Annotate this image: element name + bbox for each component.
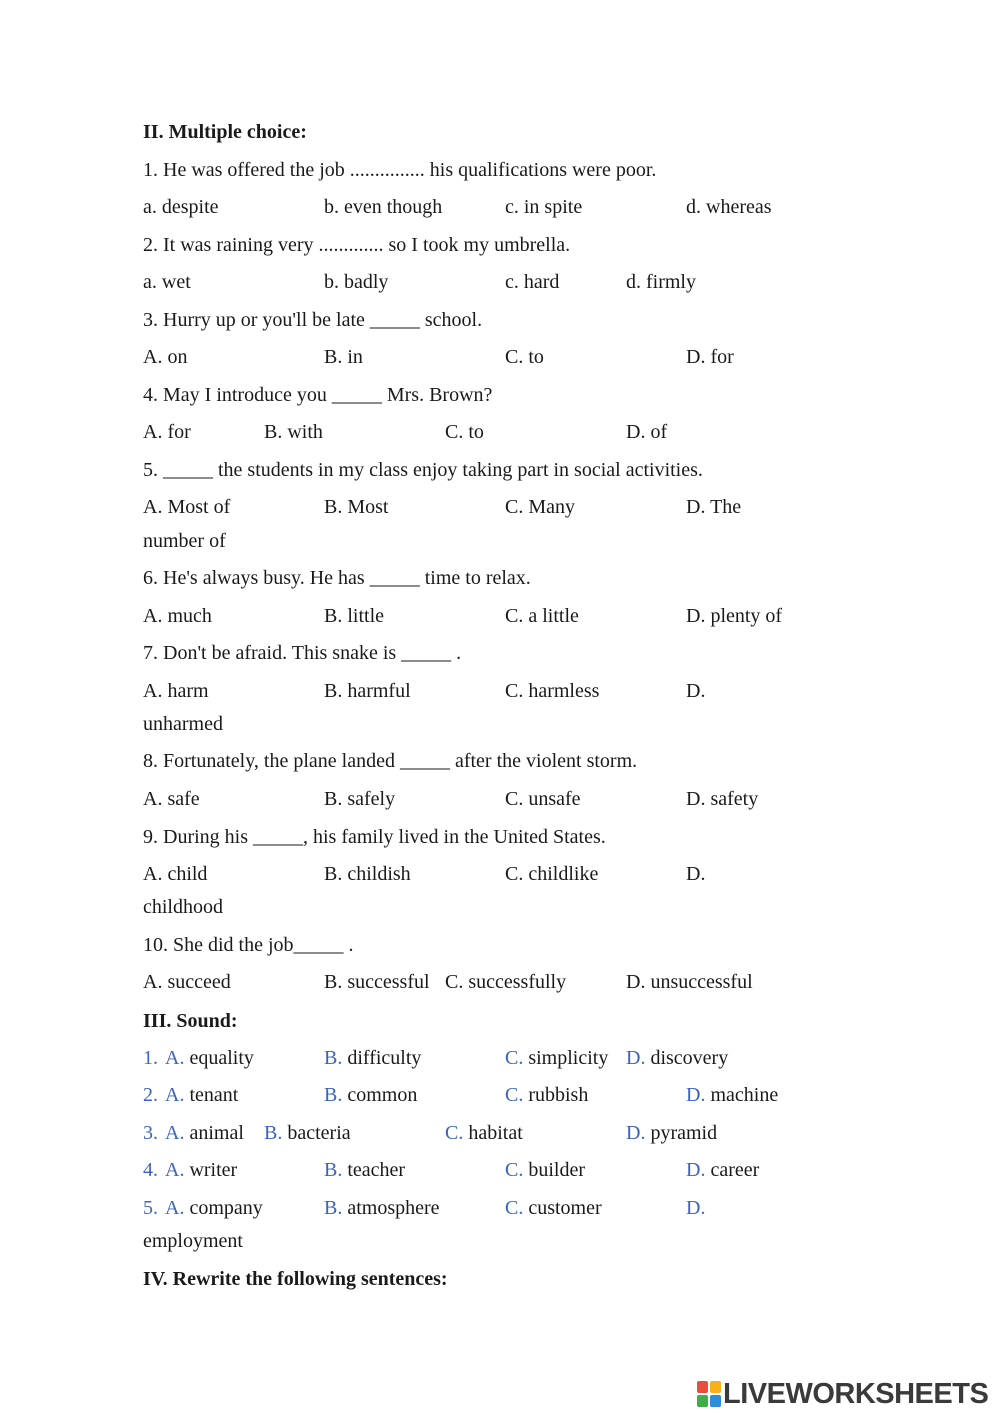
q8-option-b: B. safely <box>324 788 396 810</box>
q8-option-c: C. unsafe <box>505 788 581 810</box>
q5-option-a: A. Most of <box>143 496 231 518</box>
sound-3-option-a: A. animal <box>165 1122 244 1144</box>
sound-2-option-d: D. machine <box>686 1084 779 1106</box>
q1-option-b: b. even though <box>324 196 443 218</box>
q2-option-b: b. badly <box>324 271 389 293</box>
q9-option-a: A. child <box>143 863 208 885</box>
q4-option-a: A. for <box>143 421 191 443</box>
sound-5-option-d-continued: employment <box>143 1230 243 1252</box>
sound-1-option-d: D. discovery <box>626 1047 729 1069</box>
section-heading-sound: III. Sound: <box>143 1010 238 1032</box>
sound-5-option-b: B. atmosphere <box>324 1197 440 1219</box>
q10-option-b: B. successful <box>324 971 430 993</box>
sound-4-option-a: A. writer <box>165 1159 238 1181</box>
sound-2-number: 2. <box>143 1084 158 1106</box>
sound-3-number: 3. <box>143 1122 158 1144</box>
sound-5-option-c: C. customer <box>505 1197 602 1219</box>
q4-option-b: B. with <box>264 421 323 443</box>
q7-option-c: C. harmless <box>505 680 600 702</box>
sound-5-option-d: D. <box>686 1197 706 1219</box>
question-6: 6. He's always busy. He has _____ time to relax. <box>143 567 531 589</box>
q8-option-a: A. safe <box>143 788 200 810</box>
q2-option-a: a. wet <box>143 271 191 293</box>
sound-4-option-d: D. career <box>686 1159 760 1181</box>
question-7: 7. Don't be afraid. This snake is _____ . <box>143 642 462 664</box>
q1-option-c: c. in spite <box>505 196 583 218</box>
q3-option-d: D. for <box>686 346 734 368</box>
liveworksheets-logo-text: LIVEWORKSHEETS <box>723 1378 989 1410</box>
q7-option-a: A. harm <box>143 680 209 702</box>
sound-1-option-b: B. difficulty <box>324 1047 422 1069</box>
sound-1-number: 1. <box>143 1047 158 1069</box>
section-heading-multiple-choice: II. Multiple choice: <box>143 121 307 143</box>
q10-option-d: D. unsuccessful <box>626 971 753 993</box>
sound-3-option-c: C. habitat <box>445 1122 523 1144</box>
q6-option-b: B. little <box>324 605 384 627</box>
q5-option-d: D. The <box>686 496 742 518</box>
question-2: 2. It was raining very ............. so I took my umbrella. <box>143 234 571 256</box>
sound-2-option-b: B. common <box>324 1084 418 1106</box>
q5-option-c: C. Many <box>505 496 575 518</box>
q7-option-d: D. <box>686 680 706 702</box>
sound-3-option-d: D. pyramid <box>626 1122 718 1144</box>
q5-option-d-continued: number of <box>143 530 226 552</box>
question-4: 4. May I introduce you _____ Mrs. Brown? <box>143 384 493 406</box>
q2-option-c: c. hard <box>505 271 560 293</box>
sound-2-option-c: C. rubbish <box>505 1084 589 1106</box>
question-8: 8. Fortunately, the plane landed _____ after the violent storm. <box>143 750 638 772</box>
sound-1-option-c: C. simplicity <box>505 1047 609 1069</box>
q2-option-d: d. firmly <box>626 271 696 293</box>
q3-option-a: A. on <box>143 346 188 368</box>
liveworksheets-logo-icon <box>697 1381 721 1407</box>
sound-1-option-a: A. equality <box>165 1047 254 1069</box>
q7-option-b: B. harmful <box>324 680 411 702</box>
question-5: 5. _____ the students in my class enjoy taking part in social activities. <box>143 459 703 481</box>
question-1: 1. He was offered the job ............... his qualifications were poor. <box>143 159 657 181</box>
sound-4-option-b: B. teacher <box>324 1159 406 1181</box>
section-heading-rewrite: IV. Rewrite the following sentences: <box>143 1268 448 1290</box>
q6-option-d: D. plenty of <box>686 605 783 627</box>
q6-option-a: A. much <box>143 605 212 627</box>
q9-option-c: C. childlike <box>505 863 599 885</box>
q3-option-b: B. in <box>324 346 363 368</box>
question-3: 3. Hurry up or you'll be late _____ school. <box>143 309 483 331</box>
q10-option-a: A. succeed <box>143 971 231 993</box>
q5-option-b: B. Most <box>324 496 389 518</box>
question-9: 9. During his _____, his family lived in the United States. <box>143 826 606 848</box>
q6-option-c: C. a little <box>505 605 579 627</box>
q1-option-a: a. despite <box>143 196 219 218</box>
sound-5-option-a: A. company <box>165 1197 263 1219</box>
q9-option-d: D. <box>686 863 706 885</box>
q8-option-d: D. safety <box>686 788 759 810</box>
q7-option-d-continued: unharmed <box>143 713 223 735</box>
liveworksheets-logo <box>697 1380 997 1410</box>
sound-2-option-a: A. tenant <box>165 1084 239 1106</box>
q4-option-c: C. to <box>445 421 484 443</box>
question-10: 10. She did the job_____ . <box>143 934 354 956</box>
q9-option-b: B. childish <box>324 863 411 885</box>
q3-option-c: C. to <box>505 346 544 368</box>
q4-option-d: D. of <box>626 421 668 443</box>
q10-option-c: C. successfully <box>445 971 567 993</box>
sound-5-number: 5. <box>143 1197 158 1219</box>
sound-4-option-c: C. builder <box>505 1159 585 1181</box>
sound-3-option-b: B. bacteria <box>264 1122 351 1144</box>
q9-option-d-continued: childhood <box>143 896 223 918</box>
sound-4-number: 4. <box>143 1159 158 1181</box>
q1-option-d: d. whereas <box>686 196 772 218</box>
